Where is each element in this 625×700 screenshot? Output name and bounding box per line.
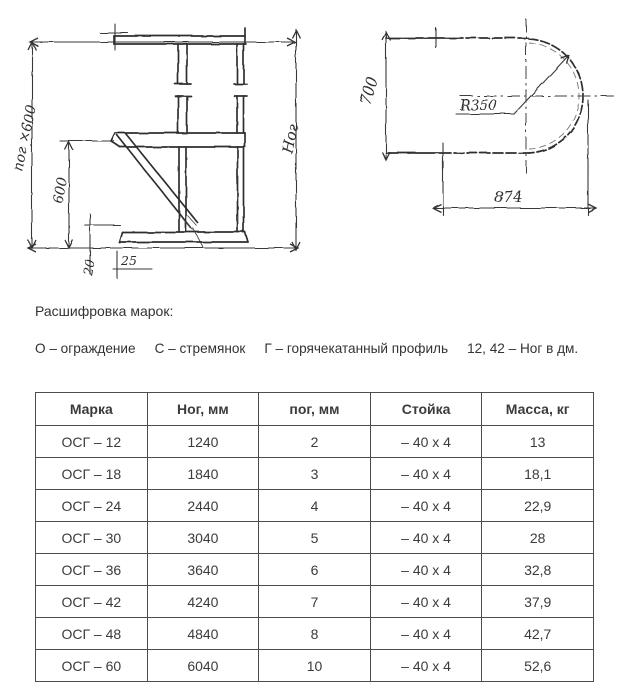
table-cell: 42,7: [482, 618, 594, 650]
width-dim-label: 874: [494, 188, 523, 206]
table-cell: ОСГ – 48: [36, 618, 148, 650]
table-cell: ОСГ – 42: [36, 586, 148, 618]
table-row: [36, 458, 594, 490]
table-row: [36, 650, 594, 682]
table-row: [36, 554, 594, 586]
column-header-massa: Масса, кг: [482, 393, 594, 426]
table-row: [36, 490, 594, 522]
table-row: [36, 522, 594, 554]
table-cell: 4240: [147, 586, 259, 618]
table-cell: ОСГ – 60: [36, 650, 148, 682]
column-header-pog: пог, мм: [259, 393, 371, 426]
legend-item-numbers: 12, 42 – Ног в дм.: [467, 341, 579, 356]
table-cell: 2440: [147, 490, 259, 522]
marks-table: [35, 392, 594, 682]
small-dim-20-label: 20: [80, 258, 98, 277]
table-cell: 2: [259, 426, 371, 458]
height-dim-label: 700: [356, 74, 382, 108]
table-cell: 6: [259, 554, 371, 586]
table-cell: 13: [482, 426, 594, 458]
table-cell: 10: [259, 650, 371, 682]
plan-view-linework: [356, 19, 616, 215]
legend-item-g: Г – горячекатанный профиль: [264, 341, 449, 356]
table-cell: 7: [259, 586, 371, 618]
table-cell: – 40 x 4: [370, 650, 482, 682]
column-header-stoika: Стойка: [370, 393, 482, 426]
table-cell: 28: [482, 522, 594, 554]
plan-view-drawing: [348, 2, 623, 232]
table-row: [36, 426, 594, 458]
table-cell: 3040: [147, 522, 259, 554]
table-cell: ОСГ – 30: [36, 522, 148, 554]
table-row: [36, 618, 594, 650]
table-cell: 1240: [147, 426, 259, 458]
table-cell: 1840: [147, 458, 259, 490]
table-cell: ОСГ – 12: [36, 426, 148, 458]
table-cell: 3640: [147, 554, 259, 586]
radius-dim-label: R350: [460, 98, 498, 114]
table-cell: 18,1: [482, 458, 594, 490]
table-cell: 3: [259, 458, 371, 490]
table-cell: ОСГ – 24: [36, 490, 148, 522]
table-cell: – 40 x 4: [370, 554, 482, 586]
table-cell: 22,9: [482, 490, 594, 522]
left-dim-label: пог ×600: [10, 103, 40, 173]
table-cell: 37,9: [482, 586, 594, 618]
table-cell: – 40 x 4: [370, 522, 482, 554]
right-dim-label: Ног: [278, 122, 303, 155]
legend-item-o: О – ограждение: [35, 341, 136, 356]
table-cell: 52,6: [482, 650, 594, 682]
small-dim-25-label: 25: [121, 253, 137, 268]
side-view-linework: [10, 24, 302, 278]
table-cell: 5: [259, 522, 371, 554]
table-row: [36, 586, 594, 618]
inner-dim-label: 600: [50, 175, 71, 205]
side-view-drawing: [2, 0, 337, 300]
table-cell: ОСГ – 18: [36, 458, 148, 490]
legend-row: [35, 341, 578, 356]
table-cell: – 40 x 4: [370, 586, 482, 618]
legend-item-s: С – стремянок: [154, 341, 246, 356]
table-cell: – 40 x 4: [370, 490, 482, 522]
table-cell: – 40 x 4: [370, 458, 482, 490]
table-cell: 6040: [147, 650, 259, 682]
table-cell: ОСГ – 36: [36, 554, 148, 586]
table-header-row: [36, 393, 594, 426]
table-cell: 4: [259, 490, 371, 522]
table-cell: 32,8: [482, 554, 594, 586]
table-cell: – 40 x 4: [370, 618, 482, 650]
legend-title: Расшифровка марок:: [35, 303, 174, 319]
table-cell: 8: [259, 618, 371, 650]
table-cell: 4840: [147, 618, 259, 650]
table-header: [36, 393, 594, 426]
table-cell: – 40 x 4: [370, 426, 482, 458]
column-header-marka: Марка: [36, 393, 148, 426]
column-header-nog: Ног, мм: [147, 393, 259, 426]
